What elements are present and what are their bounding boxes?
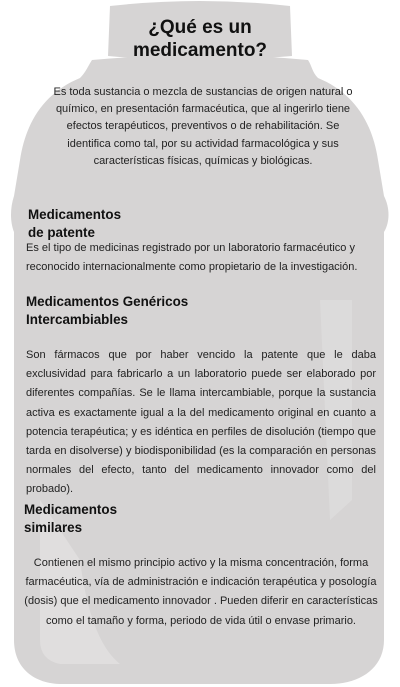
page-title-line-2: medicamento? bbox=[132, 40, 268, 61]
heading-line-2: de patente bbox=[28, 224, 95, 240]
page-title bbox=[0, 16, 400, 62]
heading-line-1: Medicamentos bbox=[28, 207, 122, 222]
paragraph-medicamentos-similares: Contienen el mismo principio activo y la misma concentración, forma farmacéutica, vía de administración e indicación terapéutica y posología (dosis) que el medicamento innovador . Pueden diferir en características como el tamaño y forma, periodo de vida útil o envase primario. bbox=[24, 557, 378, 627]
heading-medicamentos-genericos bbox=[26, 293, 188, 328]
page-title-line-1: ¿Qué es un bbox=[148, 17, 252, 38]
intro-paragraph: Es toda sustancia o mezcla de sustancias de origen natural o químico, en presentación farmacéutica, que al ingerirlo tiene efectos terapéuticos, preventivos o de rehabilitación. Se identifica como tal, por su actividad farmacológica y sus características físicas, químicas y biológicas. bbox=[53, 86, 353, 167]
heading-line-2: Intercambiables bbox=[26, 311, 128, 327]
paragraph-medicamentos-genericos: Son fármacos que por haber vencido la patente que le daba exclusividad para fabricarlo a un laboratorio puede ser elaborado por diferentes compañías. Se le llama intercambiable, porque la sustancia activa es exactamente igual a la del medicamento original en cuanto a potencia terapéutica; y es idéntica en perfiles de disolución (tiempo que tarda en disolverse) y biodisponibilidad (es la comparación en personas normales del efecto, tanto del medicamento innovador como del probado). bbox=[26, 349, 376, 496]
heading-medicamentos-similares bbox=[24, 501, 117, 536]
paragraph-medicamentos-de-patente: Es el tipo de medicinas registrado por un laboratorio farmacéutico y reconocido internacionalmente como propietario de la investigación. bbox=[26, 242, 358, 274]
heading-line-1: Medicamentos Genéricos bbox=[26, 294, 189, 309]
heading-line-1: Medicamentos bbox=[24, 502, 118, 517]
heading-medicamentos-de-patente bbox=[28, 206, 121, 241]
heading-line-2: similares bbox=[24, 519, 83, 535]
